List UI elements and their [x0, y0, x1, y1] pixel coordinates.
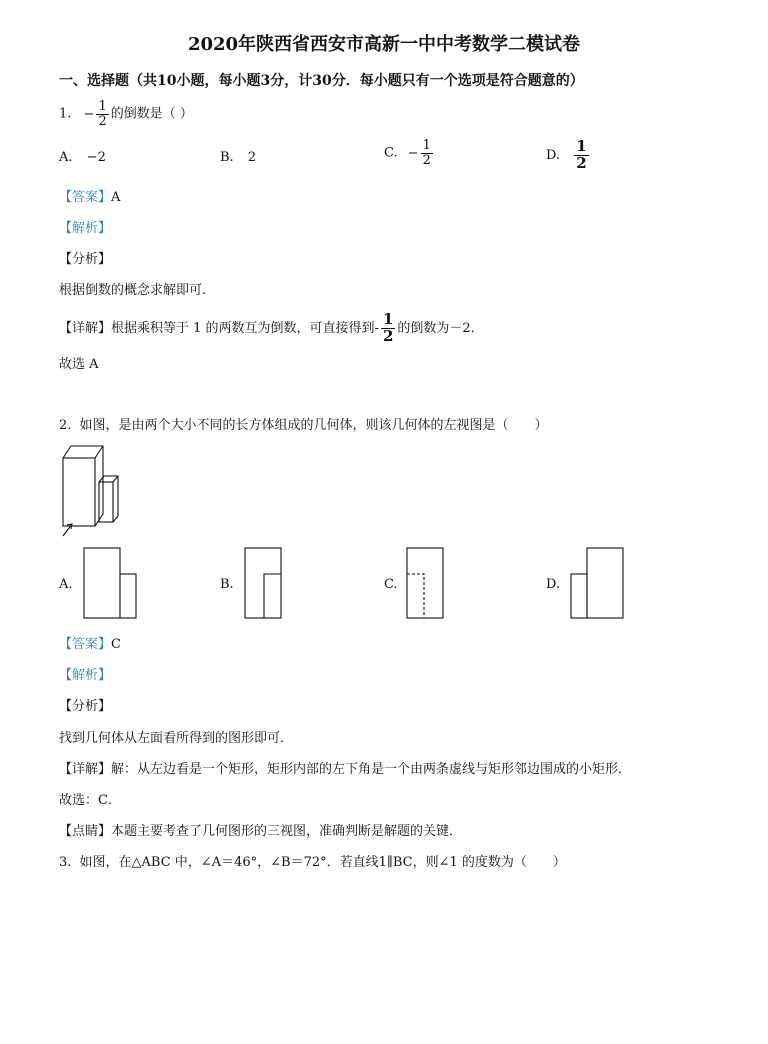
option-a[interactable]: A.: [59, 577, 73, 592]
option-b[interactable]: [220, 150, 256, 165]
detail-tag: 【详解】: [59, 762, 112, 777]
option-a-figure[interactable]: [82, 547, 138, 619]
fraction: $\frac{1}{2}$: [382, 310, 394, 345]
fenxi-text: 找到几何体从左面看所得到的图形即可．: [59, 731, 294, 746]
answer-value: A: [111, 190, 121, 205]
option-label: A.: [59, 150, 73, 165]
option-label: D.: [546, 147, 561, 163]
option-d-figure[interactable]: [569, 547, 625, 619]
fenxi-text: 根据倒数的概念求解即可.: [59, 283, 207, 298]
detail-line: [59, 312, 484, 345]
conclusion: 故选：C．: [59, 793, 121, 808]
option-c[interactable]: [384, 139, 435, 167]
detail-text: 解：从左边看是一个矩形，矩形内部的左下角是一个由两条虚线与矩形邻边围成的小矩形．: [111, 762, 632, 777]
dianjing-text: 本题主要考查了几何图形的三视图，准确判断是解题的关键．: [111, 824, 463, 839]
question-3-stem: [59, 851, 566, 870]
fenxi-tag: 【分析】: [59, 252, 112, 267]
analysis-tag: 【解析】: [59, 668, 112, 683]
detail-text: 根据乘积等于 1 的两数互为倒数，可直接得到-: [111, 320, 379, 336]
question-number: 1.: [59, 106, 72, 122]
option-a[interactable]: [59, 150, 106, 165]
question-1-stem: [59, 100, 193, 128]
fraction: $\frac{1}{2}$: [98, 99, 107, 129]
answer-line: [59, 186, 120, 205]
option-label: C.: [384, 145, 398, 161]
option-text: −: [407, 145, 419, 161]
option-b[interactable]: B.: [220, 577, 234, 592]
option-text: 2: [247, 150, 257, 165]
question-2-stem: [59, 414, 548, 433]
option-c[interactable]: C.: [384, 577, 398, 592]
section-heading: 一、选择题（共10小题，每小题3分，计30分．每小题只有一个选项是符合题意的）: [59, 73, 584, 89]
detail-tag: 【详解】: [59, 320, 112, 336]
fraction: $\frac{1}{2}$: [422, 138, 431, 168]
option-label: B.: [220, 150, 234, 165]
option-c-figure[interactable]: [406, 547, 446, 619]
analysis-tag: 【解析】: [59, 221, 112, 236]
solid-figure: [58, 444, 128, 539]
option-b-figure[interactable]: [244, 547, 284, 619]
answer-value: C: [111, 637, 121, 652]
detail-text: 的倒数为－2．: [397, 320, 484, 336]
conclusion: 故选 A: [59, 357, 99, 372]
answer-line: [59, 633, 121, 652]
fenxi-tag: 【分析】: [59, 699, 112, 714]
fraction: $\frac{1}{2}$: [576, 137, 587, 172]
detail-line: [59, 758, 631, 777]
option-d[interactable]: [546, 139, 591, 172]
option-text: −2: [86, 150, 106, 165]
stem-text: 的倒数是（ ）: [110, 106, 193, 122]
stem-text: 如图，在△ABC 中，∠A＝46°，∠B＝72°．若直线1∥BC，则∠1 的度数为（ ）: [79, 855, 566, 870]
answer-tag: 【答案】: [59, 637, 112, 652]
minus-sign: −: [83, 106, 95, 122]
question-number: 2.: [59, 418, 72, 433]
dianjing-line: [59, 820, 462, 839]
answer-tag: 【答案】: [59, 190, 112, 205]
question-number: 3.: [59, 855, 72, 870]
page-title: 2020年陕西省西安市高新一中中考数学二模试卷: [187, 34, 581, 55]
dianjing-tag: 【点睛】: [59, 824, 112, 839]
option-d[interactable]: D.: [546, 577, 561, 592]
stem-text: 如图，是由两个大小不同的长方体组成的几何体，则该几何体的左视图是（ ）: [79, 418, 548, 433]
